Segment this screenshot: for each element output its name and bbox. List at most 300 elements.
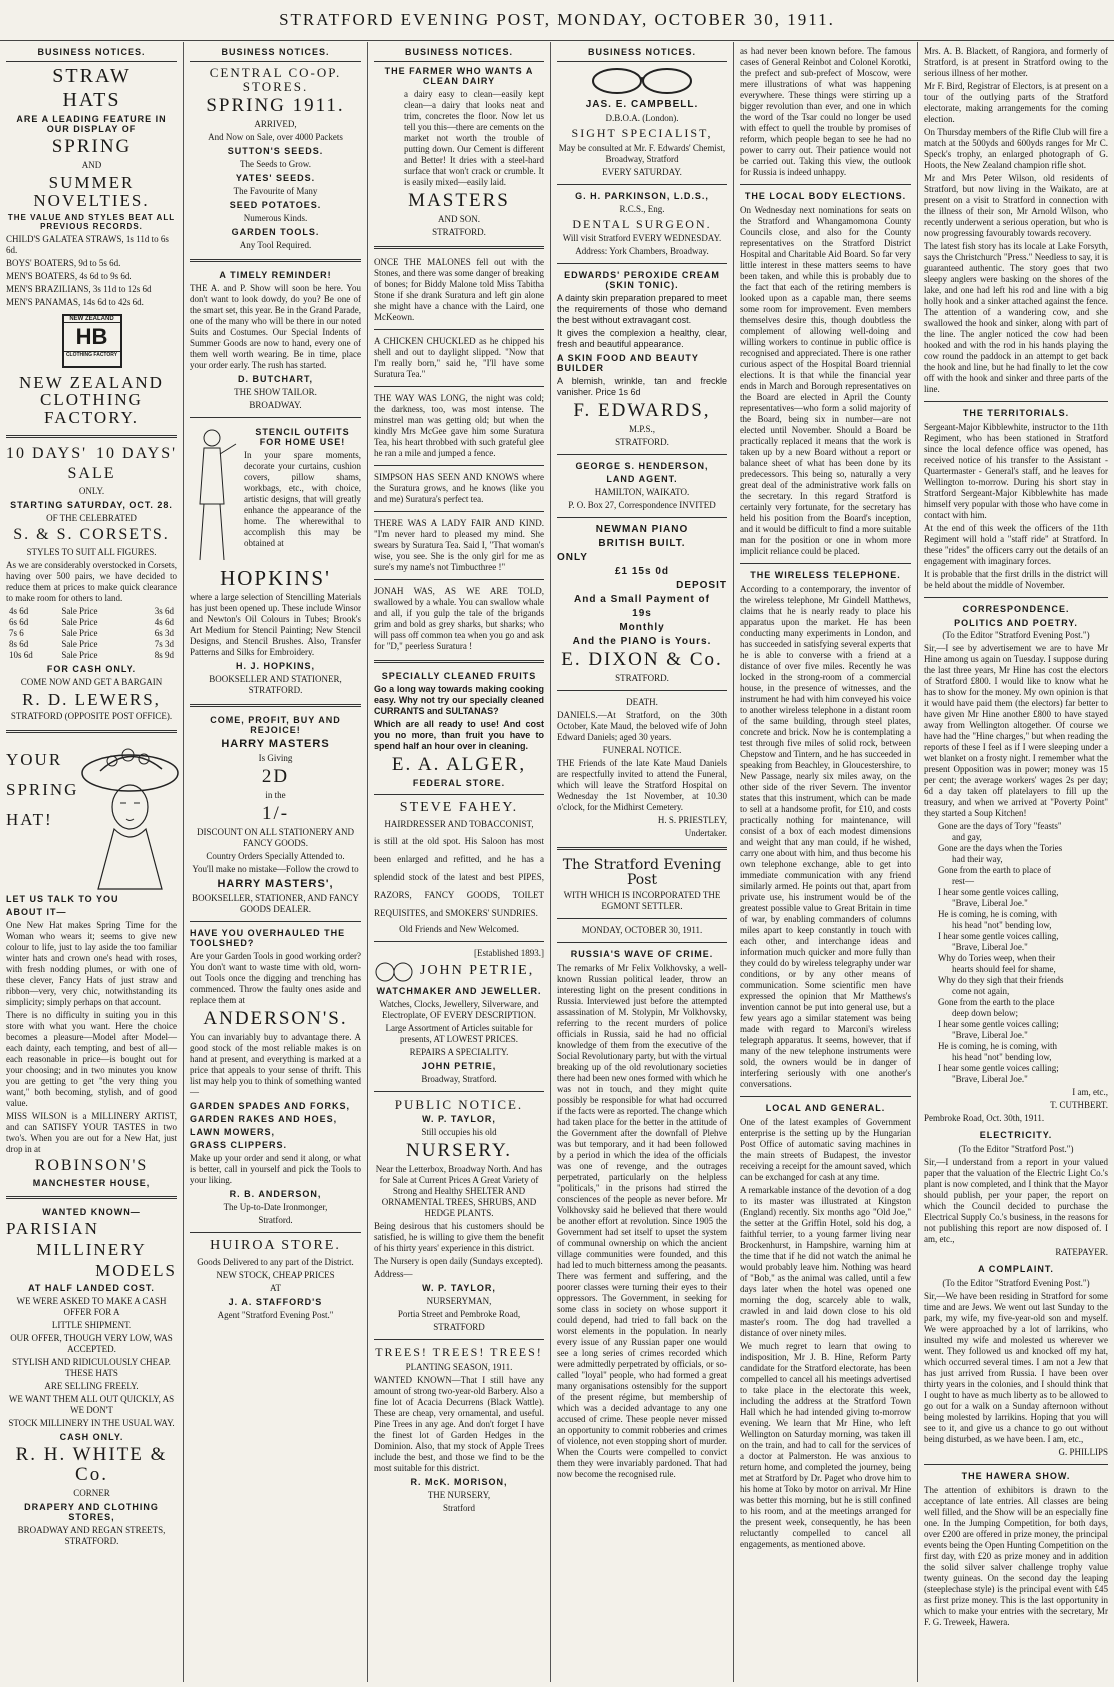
list-item: MEN'S BOATERS, 4s 6d to 9s 6d. (6, 270, 132, 281)
ad-text: CORNER (73, 1487, 110, 1498)
petrie-header (374, 961, 544, 983)
divider (557, 263, 727, 264)
list-item: GRASS CLIPPERS. (190, 1140, 288, 1151)
section-heading: DEATH. (626, 697, 658, 708)
article-body: On Thursday members of the Rifle Club will fire a match at the 500yds and 600yds ranges for Mr C. Speck's trophy, an enlarged photograph of G. Hoots, the New Zealand champion rifle shot. (924, 127, 1108, 170)
price-list (6, 234, 177, 308)
ad-text: Address: York Chambers, Broadway. (575, 246, 709, 257)
article-body: (To the Editor "Stratford Evening Post.") (942, 1278, 1090, 1288)
ad-text: Goods Delivered to any part of the District. (197, 1256, 354, 1267)
ad-text: Broadway, Stratford. (421, 1073, 497, 1084)
divider (924, 401, 1108, 402)
list-item: GARDEN SPADES AND FORKS, (190, 1101, 351, 1112)
notice-paragraph: THE Friends of the late Kate Maud Daniels are respectfully invited to attend the Funeral, which will leave the Stratford Hospital on Wednesday the 1st November, at 10.30 o'clock, for the Midhirst Cemetery. (557, 758, 727, 813)
article-body: On Wednesday next nominations for seats on the Stratford and Whangamomona County Councils close, and also for the County representatives on the Stratford District Hospital and Charitable Aid Board. So far very little interest in these matters seems to have been taken, and while this is probably due to the fact that each of the retiring members is looked upon as a capable man, there seems some room for improvement. Even members themselves desire this, though doubtless the complement of allowing well-doing and willing workers to continue in public office is recognised and appreciated. There is one rather curious aspect of the Hospital Board triennial elections. It is that while the financial year ends in March and Borough representatives on the Board are elected in April the County representatives—who form a solid majority of the Board, being six in number—are not elected until November. Should a Board be practically replaced it means that the work is taken up by a new Board without a report or balance sheet of what has been done by its predecessors. This being so, naturally a very great deal of the administrative work falls on the secretary. In this regard Stratford is certainly very fortunate, for the secretary has held his position from the Board's inception, and it would be difficult to find a more suitable man for the position or one in whom more implicit reliance could be placed. (740, 205, 911, 556)
ad-paragraph: MISS WILSON is a MILLINERY ARTIST, and can SATISFY YOUR TASTES in two two's. When you are out for a New Hat, just drop in at (6, 1111, 177, 1155)
ad-text: R. B. ANDERSON, (229, 1189, 322, 1200)
letter-signature: G. PHILLIPS (1058, 1447, 1108, 1457)
ad-paragraph: There is no difficulty in suiting you in this store with what you want. Here the choice becomes a pleasure—Model after Model—each dainty, each tempting, and best of all—each reasonable in price—is bought out for your choosing; and in two minutes you know you are getting to get "the very thing you want," both becoming, stylish, and of good value. (6, 1010, 177, 1109)
ad-text: ARE SELLING FREELY. (44, 1380, 139, 1391)
ad-text: OF THE CELEBRATED (46, 512, 137, 523)
ad-text: Country Orders Specially Attended to. (206, 851, 345, 862)
ad-text: THE SHOW TAILOR. (234, 387, 317, 398)
ad-paragraph: THERE WAS A LADY FAIR AND KIND. "I'm never hard to pleased my mind. She swears by Suratura Tea. Said I, "That woman's wise, you see. She is the only girl for me as sure's my name's not Timbucthree !" (374, 517, 544, 572)
poem-line: Why do they sigh that their friends (938, 975, 1064, 985)
section-heading: FUNERAL NOTICE. (602, 745, 682, 756)
ad-headline: STEVE FAHEY. (399, 799, 519, 815)
ad-text: JAS. E. CAMPBELL. (585, 99, 699, 110)
ad-paragraph: A blemish, wrinkle, tan and freckle vanisher. Price 1s 6d (557, 376, 727, 398)
ad-text: ABOUT IT— (6, 907, 67, 918)
table-row (6, 650, 177, 661)
divider (190, 921, 361, 922)
ad-headline: 10 DAYS' (96, 445, 177, 463)
ad-paragraph: The Nursery is open daily (Sundays excepted). (374, 1256, 543, 1267)
ad-text: HARRY MASTERS', (217, 878, 334, 891)
article-heading: LOCAL AND GENERAL. (765, 1103, 886, 1113)
ad-headline: HOPKINS' (220, 566, 331, 591)
ad-text: HARRY MASTERS (221, 738, 330, 751)
ad-text: CASH ONLY. (59, 1431, 124, 1442)
ad-text: A SKIN FOOD AND BEAUTY BUILDER (557, 353, 699, 374)
article-body: The attention of exhibitors is drawn to the acceptance of late entries. All classes are being well filled, and the Show will be an especially fine one. In the Jumping Competition, for both days, over £200 are offered in prize money, the principal events being the Open Hunting Competition on the first day, with £20 as prize money and in addition the solid silver salver challenge trophy value twenty guineas. On the second day the leaping (steeplechase style) is the principal event with £45 as first prize money. This is the last opportunity in which to make your entries with the secretary, Mr F. G. Treweek, Hawera. (924, 1485, 1108, 1627)
ad-paragraph: In your spare moments, decorate your curtains, cushion covers, pillow shams, workbags, etc., with choice, artistic designs, that will greatly enhance the appearance of the home. The wherewithal to accomplish this may be obtained at (244, 450, 361, 549)
divider (557, 847, 727, 850)
table-cell: 6s 3d (154, 627, 174, 638)
ad-text: And a Small Payment of (574, 594, 710, 606)
divider (740, 563, 911, 564)
article-body: (To the Editor "Stratford Post.") (958, 1144, 1074, 1154)
divider (557, 690, 727, 691)
poem-line: Gone are the days of Tory "feasts" (938, 821, 1062, 831)
article-body: One of the latest examples of Government enterprise is the setting up by the Hungarian Post Office of automatic saving machines in the main streets of Budapest, the investor receiving a receipt for the amount saved, which can be exchanged for cash at any time. (740, 1117, 911, 1182)
ad-headline: JOHN PETRIE, (420, 963, 535, 979)
ad-headline: SALE (67, 464, 116, 482)
ad-text: AND (81, 159, 102, 170)
ad-text: R. McK. MORISON, (410, 1476, 508, 1487)
divider (6, 730, 177, 733)
notice-paragraph: DANIELS.—At Stratford, on the 30th October, Kate Maud, the beloved wife of John Edward Daniels; aged 30 years. (557, 710, 727, 743)
ad-text: And Now on Sale, over 4000 Packets (208, 132, 343, 143)
ad-text: Still occupies his old (421, 1127, 497, 1138)
ad-text: DISCOUNT ON ALL STATIONERY AND FANCY GOODS. (197, 827, 354, 849)
poem-line: I hear some gentle voices calling, (938, 931, 1059, 941)
ad-text: Stratford. (258, 1215, 293, 1226)
watch-illustration (374, 961, 414, 983)
ad-text: GARDEN TOOLS. (231, 227, 320, 238)
ad-text: COME, PROFIT, BUY AND REJOICE! (210, 715, 341, 736)
column-6 (918, 42, 1114, 1682)
article-body: Sergeant-Major Kibblewhite, instructor to the 11th Regiment, who has been stationed in Stratford since the local defence office was opened, has received notice of his transfer to the Assistant - Quartermaster - General's staff, and he leaves for Wellington to-morrow. During his short stay in Stratford Sergeant-Major Kibblewhite has made himself very popular with those who have come in contact with him. (924, 422, 1108, 520)
ad-paragraph: A dainty skin preparation prepared to meet the requirements of those who demand the best without extravagant cost. (557, 293, 727, 326)
ad-headline: PARISIAN (6, 1219, 99, 1239)
ad-headline: ANDERSON'S. (203, 1008, 348, 1030)
poem-line: Gone from the earth to place of (938, 865, 1051, 875)
ad-headline: F. EDWARDS, (573, 400, 711, 422)
article-body: Mr and Mrs Peter Wilson, old residents of Stratford, but now living in the Waikato, are at present on a visit to Stratford in connection with the illness of their son, Mr Arnold Wilson, who recently underwent a serious operation, but who is now progressing favourably towards recovery. (924, 173, 1108, 238)
ad-paragraph: One New Hat makes Spring Time for the Woman who wears it; seems to give new colour to life, just to lay aside the too familiar winter hats and crown one's head with roses, with fresh nodding plumes, or with one of these clever, Fancy Hats of just straw and ribbon—very, very chic, notwithstanding its simplicity; simply perhaps on that account. (6, 920, 177, 1008)
poem-line: Why do Tories weep, when their (938, 953, 1056, 963)
column-1 (0, 42, 183, 1682)
poem-line: Gone are the days when the Tories (938, 843, 1063, 853)
ad-text: STYLISH AND RIDICULOUSLY CHEAP. THESE HATS (12, 1356, 171, 1378)
ad-text: STRATFORD (OPPOSITE POST OFFICE). (10, 711, 173, 722)
article-body: The latest fish story has its locale at Lake Forsyth, says the Christchurch "Press." Needless to say, it is guaranteed authentic. The story goes that two sleepy anglers were basking on the shores of the lake, and one had left his rod and line with a big holly hook and a sinker attached against the fence. The attention of a wandering cow, and she swallowed the hook and sinker, along with part of the line. The angler noticed the cow had been hooked and with the rod in his hands playing the cow round the paddock in an attempt to get back the hook and line, but he had finally to let the cow off with the hook and sinker and three parts of the line. (924, 241, 1108, 394)
ad-text: W. P. TAYLOR, (422, 1114, 496, 1125)
divider (740, 184, 911, 185)
ad-text: REPAIRS A SPECIALITY. (409, 1046, 509, 1057)
divider (557, 454, 727, 455)
divider (374, 794, 544, 795)
ad-text: AT HALF LANDED COST. (28, 1282, 155, 1293)
table-cell: 3s 6d (154, 605, 174, 616)
list-item: GARDEN RAKES AND HOES, (190, 1114, 338, 1125)
ad-text: STYLES TO SUIT ALL FIGURES. (26, 546, 157, 557)
ad-text: NEW STOCK, CHEAP PRICES (216, 1269, 335, 1280)
letter-address: Pembroke Road, Oct. 30th, 1911. (924, 1113, 1045, 1123)
column-header: BUSINESS NOTICES. (557, 42, 727, 62)
poem-line: "Brave, Liberal Joe." (952, 1030, 1028, 1040)
clothing-factory-logo: NEW ZEALAND HB CLOTHING FACTORY (62, 314, 122, 368)
ad-text: STENCIL OUTFITS FOR HOME USE! (255, 427, 350, 448)
woman-in-hat-illustration (80, 741, 180, 891)
ad-text: ONLY. (78, 485, 105, 496)
ad-text: COME NOW AND GET A BARGAIN (20, 676, 163, 687)
table-cell: 4s 6d (9, 605, 29, 616)
ad-text: SPECIALLY CLEANED FRUITS (381, 670, 537, 681)
ad-text: WITH WHICH IS INCORPORATED THE EGMONT SETTLER. (563, 890, 721, 912)
ad-text: NURSERYMAN, (426, 1296, 492, 1307)
ad-text: FEDERAL STORE. (412, 777, 506, 788)
poem-line: his head "not" bending low, (952, 920, 1052, 930)
ad-headline: SIGHT SPECIALIST, (571, 126, 713, 140)
divider (374, 386, 544, 387)
ad-text: BRITISH BUILT. (598, 538, 686, 550)
ad-paragraph: It gives the complexion a healthy, clear, fresh and beautiful appearance. (557, 328, 727, 350)
ad-text: Monthly (619, 622, 665, 634)
ad-text: AT (270, 1282, 281, 1293)
ad-text: NEWMAN PIANO (595, 524, 689, 536)
divider (6, 435, 177, 438)
table-cell: 8s 6d (9, 638, 29, 649)
ad-headline: NURSERY. (406, 1140, 512, 1162)
article-body: A remarkable instance of the devotion of a dog to its master was illustrated at Kingston (England) recently. Six months ago "Old Joe," the setter at the Griffin Hotel, sold his dog, a faithful terrier, to a young farmer living near Brockenhurst, in Hampshire, warning him at the time that if he did not watch the animal he would probably leave him. Nothing was heard of "Bob," as the animal was called, until a few days later when the hotel was opened one morning the dog, scarcely able to walk, crawled in and laid down close to his old master's room. The dog had travelled a distance of over ninety miles. (740, 1185, 911, 1338)
ad-text: BROADWAY. (249, 400, 302, 411)
ad-text: May be consulted at Mr. F. Edwards' Chemist, Broadway, Stratford (558, 142, 726, 164)
notice-signature: Undertaker. (684, 828, 727, 839)
article-body: The remarks of Mr Felix Volkhovsky, a well-known Russian political leader, throw an interesting light on the present conditions in Russia. Interviewed just before the attempted assassination of M. Stolypin, Mr Volkhovsky, referring to the recent murders of police officials in Russia, said he had no official knowledge of them from the executive of the Social Revolutionary party, but with the virtual breaking up of the old revolutionary societies there had been new ones formed with which he was not in touch, and they might quite possibly be responsible for what had occurred if the facts were as reported. The change which had taken place for the better in the attitude of the Government after the downfall of Plehve was but temporary, and it had been followed by a period in which the idea of the officials was one of revenge, and the outrages perpetrated, particularly on the helpless "politicals," in the prisons had stirred the consciences of the people as never before. Mr Volkhovsky said he believed that there would be another effort at revolution. Since 1905 the Government had set itself to upset the system of communal ownership on which the ancient village communities were founded, and this had led to much bitterness among the peasants. There was ferment and suffering, and the poorer classes were turning their eyes to their oppressors. The Government, in seeking for some class in society on whose support it could depend, had tried to fall back on the worst elements in the population. In nearly every issue of any Russian paper one would see a long series of crimes recorded which were admittedly perpetrated by officials, or so-called "loyal" people, who had formed a great many organisations ostensibly for the support of the present régime, but membership of which was a decided advantage to any one accused of crime. These people never missed an opportunity to commit robberies and crimes of violence, not even stopping short of murder. When the Courts were compelled to convict them they were invariably pardoned. That had now become the recognised rule. (557, 963, 728, 1480)
ad-text: [Established 1893.] (474, 947, 544, 958)
poem-line: and gay, (952, 832, 982, 842)
divider (924, 1464, 1108, 1465)
ad-text: STRATFORD. (615, 673, 669, 684)
ad-text: M.P.S., (628, 424, 655, 435)
ad-text: WE WERE ASKED TO MAKE A CASH OFFER FOR A (16, 1295, 167, 1317)
ad-text: STARTING SATURDAY, OCT. 28. (10, 499, 173, 510)
article-body: Sir,—I see by advertisement we are to have Mr Hine among us again on Tuesday. I suppose during the last three years, Mr Hine has cost the electors of Stratford £800. I would like to know what he has to show for the money. My own opinion is that it would have paid them (the electors) far better to have given Mr Hine another £800 to have stayed away from Wellington altogether. Of course we have had the "Hine charges," but when reading the reports of these I feel as if I were sleeping under a wet blanket on a frosty night. I remember what the present Opposition was in power; money was 15 per cent; the average workers' wages 2s per day; 6d a day taken off platelayers to fill up the treasury, and when we arrived at "Poverty Point" they started a Soup Kitchen! (924, 643, 1108, 818)
ad-text: LAND AGENT. (606, 474, 678, 485)
ad-text: HAIRDRESSER AND TOBACCONIST, (384, 818, 534, 829)
ad-text: Watches, Clocks, Jewellery, Silverware, and Electroplate, OF EVERY DESCRIPTION. (379, 998, 539, 1020)
divider (374, 465, 544, 466)
article-heading: CORRESPONDENCE. (962, 604, 1070, 614)
ad-headline: SUMMER NOVELTIES. (33, 172, 150, 210)
ad-text: LITTLE SHIPMENT. (51, 1319, 132, 1330)
article-body: Sir,—I understand from a report in your valued paper that the valuation of the Electric Light Co.'s plant is now completed, and I think that the Mayor should publish, per your paper, the report on which the Council decided to purchase the Electrical Supply Co.'s business, in the reasons for not publishing this report are now disposed of. I am, etc., (924, 1157, 1108, 1244)
ad-text: R.C.S., Eng. (619, 203, 665, 214)
ad-text: D. BUTCHART, (238, 374, 313, 385)
ad-text: ONLY (557, 552, 588, 564)
ad-paragraph: Go a long way towards making cooking easy. Why not try our specially cleaned CURRANTS and SULTANAS? (374, 683, 544, 716)
poem-line: had their way, (952, 854, 1003, 864)
list-item: MEN'S BRAZILIANS, 3s 11d to 12s 6d (6, 283, 152, 294)
ad-text: STOCK MILLINERY IN THE USUAL WAY. (8, 1417, 175, 1428)
list-item: LAWN MOWERS, (190, 1127, 275, 1138)
ad-text: BROADWAY AND REGAN STREETS, STRATFORD. (17, 1524, 166, 1546)
poem-line: deep down below; (952, 1008, 1018, 1018)
ad-text: SEED POTATOES. (229, 200, 322, 211)
ad-paragraph: SIMPSON HAS SEEN AND KNOWS where the Suratura grows, and he knows (like you and me) Suratura's perfect tea. (374, 471, 544, 504)
table-row (6, 617, 177, 628)
column-header: BUSINESS NOTICES. (374, 42, 544, 62)
ad-headline: HATS (62, 89, 121, 111)
ad-paragraph: Are your Garden Tools in good working order? You don't want to waste time with old, worn-out Tools once the digging and trenching has commenced. Throw the faulty ones aside and replace them at (190, 951, 361, 1006)
ad-text: A TIMELY REMINDER! (219, 270, 332, 281)
divider (557, 184, 727, 185)
article-body: Mrs. A. B. Blackett, of Rangiora, and formerly of Stratford, is at present in Stratford owing to the serious illness of her mother. (924, 46, 1108, 78)
masthead: STRATFORD EVENING POST, MONDAY, OCTOBER 30, 1911. (0, 0, 1114, 41)
ad-text: Is Giving (258, 753, 293, 764)
ad-text: Large Assortment of Articles suitable for presents, AT LOWEST PRICES. (385, 1022, 533, 1044)
ad-headline: 10 DAYS' (6, 445, 87, 463)
article-body: Mr F. Bird, Registrar of Electors, is at present on a tour of the outlying parts of the Stratford electorate, making arrangements for the coming election. (924, 81, 1108, 124)
ad-paragraph: where a large selection of Stencilling Materials has just been opened up. These include Winsor and Newton's Oil Colours in Tubes; Brook's Art Medium for Stencil Painting; New Stencil Designs, and Stencil Brushes. Also, Transfer Patterns and Silks for Embroidery. (190, 592, 361, 658)
poem-line: I hear some gentle voices calling, (938, 887, 1059, 897)
ad-paragraph: THE WAY WAS LONG, the night was cold; the darkness, too, was most intense. The minstrel man was getting old; but when the kindly Mrs McGee gave him some Suratura Tea, his heart throbbed with such grateful glee he ran a mile and jumped a fence. (374, 392, 544, 458)
divider (374, 1091, 544, 1092)
ad-text: HAMILTON, WAIKATO. (594, 487, 690, 498)
article-heading: THE WIRELESS TELEPHONE. (750, 570, 901, 580)
table-cell: Sale Price (61, 605, 98, 616)
hat-ad-text: YOUR SPRING HAT! (6, 750, 79, 830)
article-heading: RUSSIA'S WAVE OF CRIME. (570, 949, 714, 960)
ad-text: DEPOSIT (676, 580, 727, 592)
poem-line: Gone from the earth to the place (938, 997, 1055, 1007)
divider (190, 1232, 361, 1233)
divider (374, 246, 544, 249)
article-subheading: POLITICS AND POETRY. (954, 618, 1078, 628)
ad-text: AND SON. (437, 213, 480, 224)
table-cell: 7s 3d (154, 638, 174, 649)
divider (557, 918, 727, 919)
table-cell: 10s 6d (9, 649, 33, 660)
ad-paragraph: THE A. and P. Show will soon be here. You don't want to look dowdy, do you? Be one of the smart set, this year. Be in the Grand Parade, one of the many who will be there in our noted Suits and Costumes. Our Special Indents of Summer Goods are now to hand, every one of them well worth wearing. Be in time, place your order early. The rush has started. (190, 283, 361, 371)
ad-headline: ROBINSON'S (34, 1157, 149, 1175)
poem-line: his head "not" bending low, (952, 1052, 1052, 1062)
poem-line: He is coming, he is coming, with (938, 1041, 1057, 1051)
table-row (6, 628, 177, 639)
ad-text: GEORGE S. HENDERSON, (575, 461, 709, 472)
ad-text: FOR CASH ONLY. (46, 663, 137, 674)
table-cell: 6s 6d (9, 616, 29, 627)
ad-paragraph: a dairy easy to clean—easily kept clean—a dairy that looks neat and trim, concretes the floor. Now let us tell you this—there are cements on the market not worth the trouble of putting down. Our Cement is different and Better! It dries with a steel-hard surface that won't crack or crumble. It is easily mixed—easily laid. (404, 89, 544, 187)
ad-text: HAVE YOU OVERHAULED THE TOOLSHED? (190, 928, 346, 949)
divider (374, 579, 544, 580)
article-body: According to a contemporary, the inventor of the wireless telephone, Mr Gindell Matthews, claims that he is nearly ready to place his apparatus upon the market. He has been conducting many experiments in London, and has succeeded in satisfying several experts that he is able to converse with a friend at a distance of over five miles. Recently he was locked in the strong-room of a commercial house, in the presence of witnesses, and the instrument he had with him conveyed his voice to another wireless telephone in a distant room of the same building, through steel plates, concrete and brick. Now he is contemplating a test through five miles of solid rock, between Chepstow and Tintern, and he has succeeded in speaking from Beachley, in Gloucestershire, to New Passage, nearly six miles away, on the other side of the river Severn. The inventor states that this instrument, which can be made to sell at a handsome profit, for £10, and costs practically nothing for maintenance, will consist of a box of each modest dimensions and weight that any man could, if he wished, carry one about with him, and thus become his own telephone exchange, able to get into immediate communication with any friend similarly armed. He points out that, apart from private use, his instrument would be of the greatest possible value to Great Britain in time of war, by enabling commanders of columns miles apart to keep constantly in touch with each other, and interchange ideas and information much quicker and more fully than they could do by wireless telegraphy under war conditions, or by any other means of communication. Some scientific men have expressed the opinion that Mr Matthews's invention cannot be put into general use, but a few years ago a similar statement was being made with regard to Marconi's wireless telegraph apparatus. It seems, however, that if many of the new telephone instruments were sold, the owners would be in danger of interfering seriously with one another's conversations. (740, 584, 911, 1089)
ad-headline: E. DIXON & Co. (561, 649, 723, 671)
divider (740, 1096, 911, 1097)
table-cell: 8s 9d (154, 649, 174, 660)
table-cell: Sale Price (61, 649, 98, 660)
ad-text: WE WANT THEM ALL OUT QUICKLY, AS WE DON'T (8, 1393, 175, 1415)
spectacles-illustration (582, 66, 702, 96)
ad-text: LET US TALK TO YOU (6, 894, 119, 905)
ad-text: Old Friends and New Welcomed. (399, 923, 519, 934)
ad-text: The Up-to-Date Ironmonger, (223, 1202, 328, 1213)
ad-text: Portia Street and Pembroke Road, (397, 1309, 521, 1320)
table-cell: Sale Price (61, 638, 98, 649)
ad-paragraph: ONCE THE MALONES fell out with the Stones, and there was some danger of breaking of bones; for Biddy Malone told Miss Tabitha Stone if she drank Suratura and left gin alone she might have a chance with the Laird, one McKeown. (374, 256, 544, 322)
ad-text: STRATFORD. (615, 437, 669, 448)
ad-text: W. P. TAYLOR, (422, 1283, 496, 1294)
ad-text: BOOKSELLER AND STATIONER, STRATFORD. (209, 674, 342, 696)
ad-paragraph: JONAH WAS, AS WE ARE TOLD, swallowed by a whale. You can swallow whale and all, if you gulp the tale of the brigands grim and bold as grey sharks, but sharks; who will pass off common tea when you go and ask for "D," peerless Suratura ! (374, 585, 544, 651)
ad-headline: CENTRAL CO-OP. STORES. (209, 65, 342, 94)
poem-line: come not again, (952, 986, 1010, 996)
poem-line: I hear some gentle voices calling; (938, 1063, 1059, 1073)
ad-paragraph: As we are considerably overstocked in Corsets, having over 500 pairs, we have decided to reduce them at prices to make quick clearance to make room for others to land. (6, 559, 177, 603)
ad-headline: E. A. ALGER, (391, 753, 527, 775)
ad-text: Any Tool Required. (239, 240, 312, 251)
letter-signature: T. CUTHBERT. (1050, 1100, 1108, 1110)
divider (557, 517, 727, 518)
ad-text: Agent "Stratford Evening Post." (217, 1309, 334, 1320)
ad-headline: MASTERS (408, 190, 510, 211)
ad-text: THE NURSERY, (427, 1489, 491, 1500)
ad-text: SUTTON'S SEEDS. (227, 146, 324, 157)
article-heading: THE LOCAL BODY ELECTIONS. (744, 191, 907, 201)
ad-text: THE VALUE AND STYLES BEAT ALL PREVIOUS RECORDS. (7, 212, 176, 231)
ad-text: Address— (374, 1269, 413, 1280)
article-body: (To the Editor "Stratford Evening Post.") (942, 630, 1090, 640)
poem-line: He is coming, he is coming, with (938, 909, 1057, 919)
article-body: At the end of this week the officers of the 11th Regiment will hold a "staff ride" at Stratford. In these "rides" the officers carry out the details of an engagement with imaginary forces. (924, 523, 1108, 566)
ad-paragraph: Being desirous that his customers should be satisfied, he is willing to give them the benefit of his thirty years' experience in this district. (374, 1221, 544, 1254)
ad-headline: MODELS (95, 1260, 177, 1280)
ad-text: The Favourite of Many (233, 186, 318, 197)
poem-line: I hear some gentle voices calling; (938, 1019, 1059, 1029)
table-cell: Sale Price (61, 616, 98, 627)
ad-headline-row (6, 446, 177, 463)
ad-headline: SPRING (51, 136, 132, 157)
stencil-ad (190, 424, 361, 564)
ad-headline: STRAW (52, 65, 131, 87)
ad-headline: NEW ZEALAND CLOTHING FACTORY. (19, 372, 164, 428)
letter-signature: RATEPAYER. (1055, 1247, 1108, 1257)
ad-text: EDWARDS' PEROXIDE CREAM (SKIN TONIC). (564, 270, 720, 291)
ad-text: ARRIVED, (254, 119, 297, 130)
ad-paragraph: You can invariably buy to advantage there. A good stock of the most reliable makes is on hand at present, and everything is marked at a price that appeals to your sense of thrift. This list may help you to think of something wanted— (190, 1032, 361, 1098)
divider (924, 597, 1108, 598)
ad-text: DRAPERY AND CLOTHING STORES, (24, 1501, 159, 1522)
ad-text: You'll make no mistake—Follow the crowd to (192, 864, 359, 875)
corset-price-table (6, 606, 177, 661)
article-body: We much regret to learn that owing to indisposition, Mr J. B. Hine, Reform Party candidate for the Stratford electorate, has been compelled to cancel all his meetings advertised to take place in the electorate this week, including the address at the Stratford Town Hall which he had intended giving to-morrow evening. We learn that Mr Hine, who left Wellington on Saturday morning, was taken ill on the train, and had to call for the services of a doctor at Palmerston. He was anxious to return home, and completed the journey, being met at Stratford by Dr. Paget who drove him to his home at Toko by motor on arrival. Mr Hine was better this morning, but he is still confined to his room, and at the meetings arranged for the present week, consequently, he has been reluctantly compelled to cancel all engagements, as mentioned above. (740, 1341, 911, 1549)
ad-text: STRATFORD. (432, 226, 486, 237)
divider (374, 329, 544, 330)
divider (374, 660, 544, 663)
ad-text: G. H. PARKINSON, L.D.S., (575, 190, 709, 201)
ad-headline: DENTAL SURGEON. (572, 216, 712, 231)
divider (374, 511, 544, 512)
ad-text: MANCHESTER HOUSE, (32, 1178, 151, 1189)
table-cell: 7s 6 (9, 627, 24, 638)
ad-text: Numerous Kinds. (243, 213, 308, 224)
ad-text: EVERY SATURDAY. (602, 166, 682, 177)
article-heading: A COMPLAINT. (978, 1264, 1054, 1274)
ad-text: YATES' SEEDS. (235, 173, 316, 184)
ad-text: D.B.O.A. (London). (605, 113, 679, 123)
hat-ad-block (6, 741, 177, 891)
column-4 (551, 42, 733, 1682)
article-body: It is probable that the first drills in the district will be held about the middle of November. (924, 569, 1108, 590)
divider (190, 417, 361, 418)
poem-line: "Brave, Liberal Joe." (952, 1074, 1028, 1084)
ad-text: WATCHMAKER AND JEWELLER. (376, 985, 542, 996)
divider (557, 942, 727, 943)
letter-signoff: I am, etc., (1072, 1087, 1108, 1097)
ad-headline: MILLINERY (36, 1240, 147, 1260)
ad-paragraph: WANTED KNOWN—That I still have any amount of strong two-year-old Barbery. Also a fine lot of Acacia Decurrens (Black Wattle). These are cheap, very ornamental, and useful. Pine Trees in any age. And don't forget I have the finest lot of Garden Hedges in the Dominion. Also, that my stock of Apple Trees include the best, and those we find to be the most suitable for this district. (374, 1374, 544, 1473)
ad-text: £1 15s 0d (614, 566, 670, 578)
list-item: CHILD'S GALATEA STRAWS, 1s 11d to 6s 6d. (6, 233, 169, 255)
ad-text: And the PIANO is Yours. (572, 636, 712, 648)
ad-headline: 1/- (261, 803, 290, 825)
tool-list (190, 1101, 361, 1150)
ad-text: in the (265, 790, 286, 801)
ad-headline: S. & S. CORSETS. (13, 525, 170, 543)
notice-signature: H. S. PRIESTLEY, (657, 815, 727, 826)
poem (924, 821, 1108, 1085)
ad-text: Stratford (443, 1502, 475, 1513)
divider (190, 704, 361, 707)
article-heading: THE TERRITORIALS. (962, 408, 1070, 418)
poem-line: "Brave, Liberal Joe." (952, 898, 1028, 908)
list-item: MEN'S PANAMAS, 14s 6d to 42s 6d. (6, 296, 144, 307)
ad-text: The Seeds to Grow. (240, 159, 311, 170)
ad-text: Near the Letterbox, Broadway North. And has for Sale at Current Prices A Great Variety of Strong and Healthy SHELTER AND ORNAMENTAL TREES, SHRUBS, AND HEDGE PLANTS. (375, 1164, 543, 1219)
article-body: as had never been known before. The famous cases of General Reinbot and Colonel Korotki, the prefect and sub-prefect of Moscow, were mere illustrations of what was happening everywhere. These things were stirring up a bigger revolution than ever, and one in which the word of the Tsar could no longer be used with effect to quell the trouble by promises of reform, which people began to see he had no power to carry out. Their patience would not be carried out. Taking this view, the outlook for Russia is indeed unhappy. (740, 46, 911, 177)
ad-text: ARE A LEADING FEATURE IN OUR DISPLAY OF (16, 114, 167, 134)
ad-paragraph: Make up your order and send it along, or what is better, call in yourself and pick the Tools to your liking. (190, 1153, 361, 1186)
ad-text: MONDAY, OCTOBER 30, 1911. (581, 925, 703, 936)
ad-text: 19s (632, 608, 652, 620)
poem-line: "Brave, Liberal Joe." (952, 942, 1028, 952)
ad-headline: 2D (261, 766, 290, 788)
ad-headline: R. D. LEWERS, (22, 689, 161, 709)
ad-text: OUR OFFER, THOUGH VERY LOW, WAS ACCEPTED. (10, 1332, 173, 1354)
ad-text: P. O. Box 27, Correspondence INVITED (568, 500, 716, 511)
divider (190, 259, 361, 262)
table-cell: 4s 6d (154, 616, 174, 627)
ad-text: J. A. STAFFORD'S (228, 1296, 323, 1307)
ad-paragraph: A CHICKEN CHUCKLED as he chipped his shell and out to daylight slipped. "Now that I'm really born," said he, "I'll have some Suratura Tea." (374, 335, 544, 379)
ad-text: JOHN PETRIE, (421, 1060, 497, 1071)
column-5 (734, 42, 917, 1682)
article-body: Sir,—We have been residing in Stratford for some time and are Jews. We went out last Sunday to the park, my wife, my five-year-old son and myself. We were approached by a lot of larrikins, who insulted my wife and molested us wherever we went. They followed us and knocked off my hat, which occurred several times. I am not a Jew that has just arrived from Russia. I have been over thirty years in the colonies, and I should think that I ought to have as much liberty as to be allowed to go out for a walk on a Sunday afternoon without being molested by larrikins. Hoping that you will see to it, and give us a chance to go out without being disturbed, as we have been. I am, etc., (924, 1291, 1108, 1444)
poem-line: rest— (952, 876, 974, 886)
table-cell: Sale Price (61, 627, 98, 638)
